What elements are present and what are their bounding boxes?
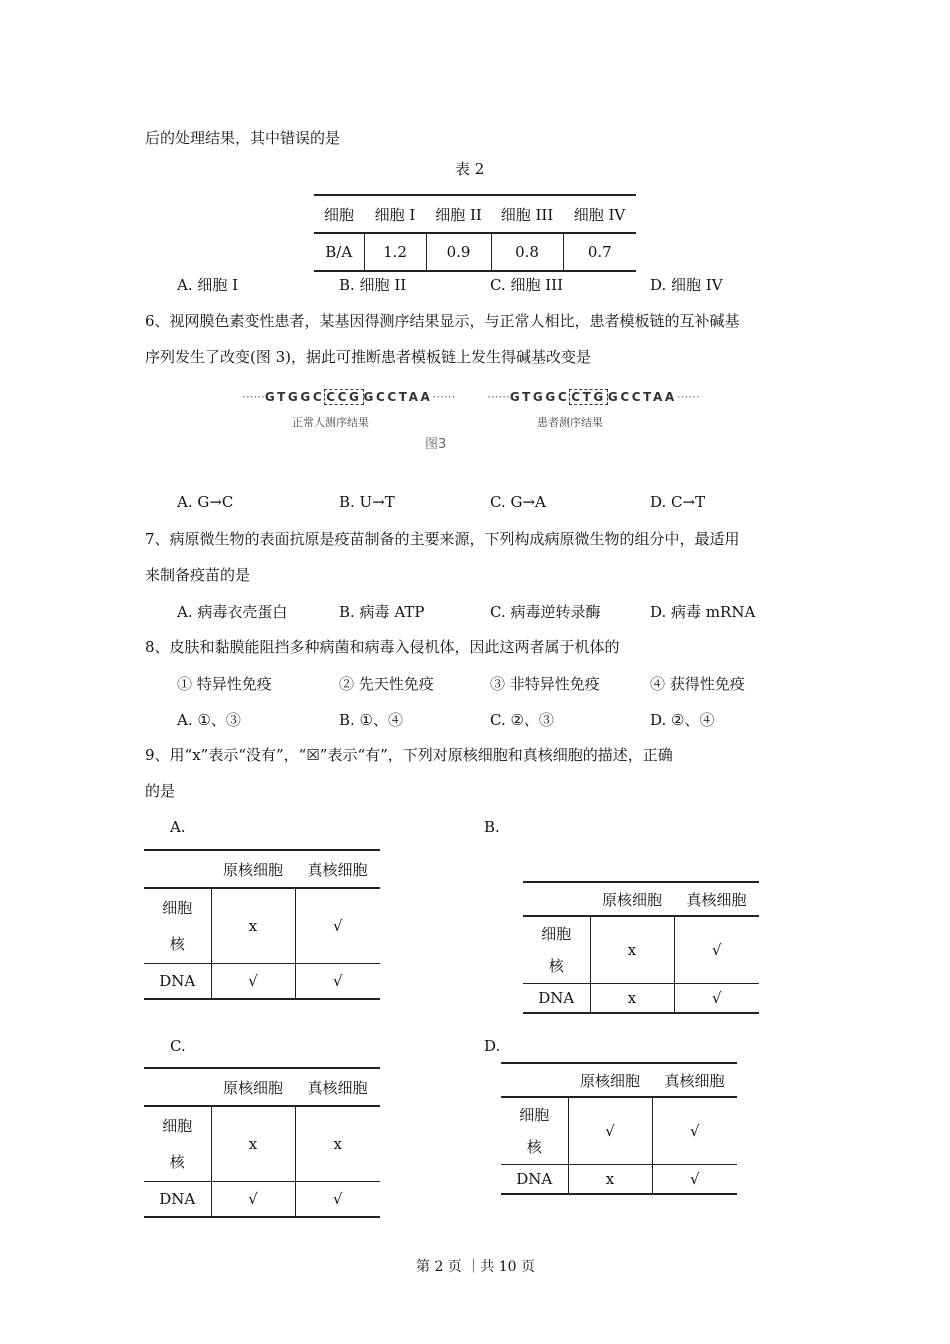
table-cell: √ <box>295 888 380 964</box>
table-header-cell: 原核细胞 <box>590 882 674 916</box>
option-d[interactable]: D. ②、④ <box>650 711 715 729</box>
option-a[interactable]: A. G→C <box>177 493 234 511</box>
row-header: DNA <box>516 1170 553 1188</box>
question-8-text: 8、皮肤和黏膜能阻挡多种病菌和病毒入侵机体，因此这两者属于机体的 <box>145 638 620 656</box>
table-header-cell: 细胞 I <box>364 195 426 233</box>
row-header: DNA <box>538 989 575 1007</box>
table-header-cell: 细胞 <box>314 195 364 233</box>
table-cell: √ <box>674 984 759 1014</box>
option-b-table <box>523 881 759 1014</box>
table-cell: x <box>295 1106 380 1182</box>
patient-sequence: ······GTGGC CTG GCCTAA······ <box>487 390 700 404</box>
table-cell: 1.2 <box>364 233 426 271</box>
table-cell: √ <box>295 1182 380 1218</box>
mutation-box: CTG <box>571 390 606 404</box>
statement-item: ② 先天性免疫 <box>339 675 434 693</box>
row-header: DNA <box>159 1190 196 1208</box>
patient-caption: 患者测序结果 <box>537 416 603 429</box>
option-c[interactable]: C. 病毒逆转录酶 <box>490 603 601 621</box>
question-6-text-cont: 序列发生了改变(图 3)，据此可推断患者模板链上发生得碱基改变是 <box>145 348 592 366</box>
option-b[interactable]: B. 病毒 ATP <box>339 603 425 621</box>
option-d[interactable]: D. 病毒 mRNA <box>650 603 756 621</box>
table-header-cell: 真核细胞 <box>295 850 380 888</box>
question-9-text-cont: 的是 <box>145 782 176 800</box>
table-header-cell: 细胞 II <box>426 195 491 233</box>
table-cell: x <box>590 984 674 1014</box>
row-header: 细胞 核 <box>501 1097 568 1165</box>
mutation-box: CCG <box>326 390 362 404</box>
statement-item: ④ 获得性免疫 <box>650 675 745 693</box>
table-header-cell: 原核细胞 <box>211 1068 295 1106</box>
table-header-cell: 真核细胞 <box>295 1068 380 1106</box>
option-b[interactable]: B. 细胞 II <box>339 276 407 294</box>
option-c-table <box>144 1067 380 1218</box>
option-b[interactable]: B. ①、④ <box>339 711 404 729</box>
table-cell: x <box>568 1165 652 1195</box>
option-a[interactable]: A. ①、③ <box>177 711 241 729</box>
table-header-cell: 细胞 IV <box>563 195 636 233</box>
option-c[interactable]: C. G→A <box>490 493 546 511</box>
question-continuation: 后的处理结果，其中错误的是 <box>145 129 341 147</box>
table-cell: x <box>590 916 674 984</box>
table-header-cell: 原核细胞 <box>211 850 295 888</box>
figure-label: 图3 <box>425 437 447 452</box>
table-cell: √ <box>674 916 759 984</box>
table-cell: √ <box>211 964 295 1000</box>
normal-sequence: ······GTGGC CCG GCCTAA······ <box>242 390 456 404</box>
option-d[interactable]: D. C→T <box>650 493 706 511</box>
question-6-text: 6、视网膜色素变性患者，某基因得测序结果显示，与正常人相比，患者模板链的互补碱基 <box>145 312 740 330</box>
table-header-cell: 真核细胞 <box>652 1063 737 1097</box>
table-cell: 0.9 <box>426 233 491 271</box>
table-cell: √ <box>295 964 380 1000</box>
table-cell: B/A <box>314 233 364 271</box>
normal-caption: 正常人测序结果 <box>292 416 369 429</box>
option-d-table <box>501 1062 737 1195</box>
question-9-text: 9、用“x”表示“没有”，“☒”表示“有”，下列对原核细胞和真核细胞的描述，正确 <box>145 746 673 764</box>
table-cell: √ <box>211 1182 295 1218</box>
option-a[interactable]: A. 细胞 I <box>177 276 239 294</box>
row-header: 细胞 核 <box>523 916 590 984</box>
statement-item: ① 特异性免疫 <box>177 675 272 693</box>
table-cell: 0.7 <box>563 233 636 271</box>
table-header-cell: 真核细胞 <box>674 882 759 916</box>
row-header: 细胞 核 <box>144 1106 211 1182</box>
option-a[interactable]: A. 病毒衣壳蛋白 <box>177 603 288 621</box>
table-cell: 0.8 <box>491 233 563 271</box>
table-cell: √ <box>652 1097 737 1165</box>
option-d-label[interactable]: D. <box>484 1037 501 1055</box>
table-title: 表 2 <box>455 160 485 178</box>
table-2 <box>314 194 636 272</box>
option-b-label[interactable]: B. <box>484 818 500 836</box>
table-cell: √ <box>568 1097 652 1165</box>
table-cell: x <box>211 1106 295 1182</box>
option-c[interactable]: C. ②、③ <box>490 711 554 729</box>
table-cell: x <box>211 888 295 964</box>
option-a-label[interactable]: A. <box>170 818 186 836</box>
question-7-text-cont: 来制备疫苗的是 <box>145 566 251 584</box>
row-header: DNA <box>159 972 196 990</box>
question-7-text: 7、病原微生物的表面抗原是疫苗制备的主要来源，下列构成病原微生物的组分中，最适用 <box>145 530 740 548</box>
table-cell: √ <box>652 1165 737 1195</box>
option-c-label[interactable]: C. <box>170 1037 186 1055</box>
option-d[interactable]: D. 细胞 IV <box>650 276 723 294</box>
table-header-cell: 原核细胞 <box>568 1063 652 1097</box>
option-a-table <box>144 849 380 1000</box>
option-c[interactable]: C. 细胞 III <box>490 276 564 294</box>
statement-item: ③ 非特异性免疫 <box>490 675 600 693</box>
row-header: 细胞 核 <box>144 888 211 964</box>
option-b[interactable]: B. U→T <box>339 493 395 511</box>
table-header-cell: 细胞 III <box>491 195 563 233</box>
page-footer: 第 2 页 ｜共 10 页 <box>416 1259 535 1275</box>
